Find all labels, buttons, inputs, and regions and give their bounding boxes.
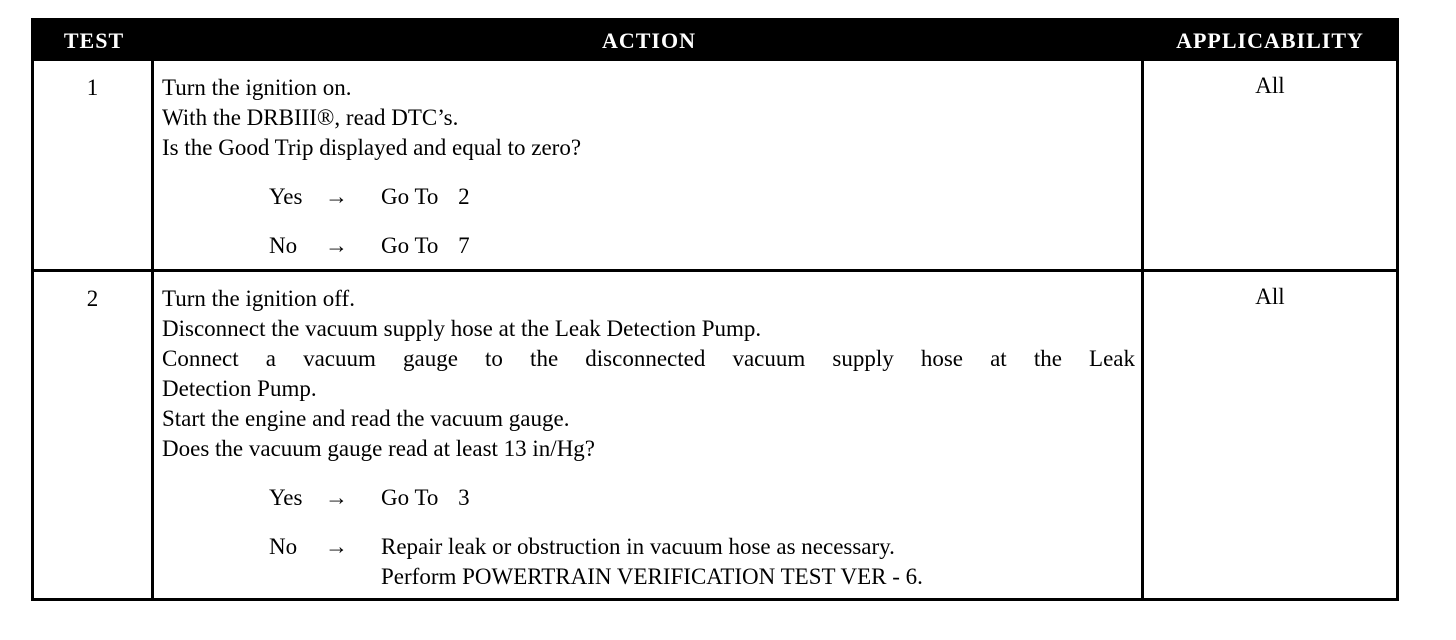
branch-answer: Yes xyxy=(269,485,303,510)
branch-result xyxy=(381,483,470,513)
result-line: Repair leak or obstruction in vacuum hose as necessary. xyxy=(381,534,895,559)
branch-yes xyxy=(269,483,1135,513)
test-number: 2 xyxy=(34,272,154,598)
arrow-icon: → xyxy=(325,233,348,258)
action-line: Connect a vacuum gauge to the disconnected vacuum supply hose at the Leak xyxy=(162,346,1135,371)
table-header xyxy=(34,21,1396,61)
branch-answer: No xyxy=(269,233,298,258)
branch-result xyxy=(381,182,470,212)
goto-label: Go To xyxy=(381,184,439,209)
goto-target: 2 xyxy=(458,184,470,209)
table-row xyxy=(34,61,1396,269)
header-action: ACTION xyxy=(601,28,696,53)
branch-no xyxy=(269,231,1135,261)
result-line: Perform POWERTRAIN VERIFICATION TEST VER - 6. xyxy=(381,564,923,589)
action-cell xyxy=(154,272,1144,598)
arrow-icon: → xyxy=(325,485,348,510)
branch-yes xyxy=(269,182,1135,212)
goto-target: 3 xyxy=(458,485,470,510)
action-line: Is the Good Trip displayed and equal to zero? xyxy=(162,135,582,160)
action-line: Turn the ignition on. xyxy=(162,75,352,100)
action-line: Does the vacuum gauge read at least 13 in/Hg? xyxy=(162,436,596,461)
action-line: With the DRBIII®, read DTC’s. xyxy=(162,105,459,130)
branch-no xyxy=(269,532,1135,592)
arrow-icon: → xyxy=(325,184,348,209)
branch-result xyxy=(381,532,923,592)
header-test: TEST xyxy=(63,28,125,53)
branch-result xyxy=(381,231,470,261)
action-line: Start the engine and read the vacuum gauge. xyxy=(162,406,570,431)
table-row xyxy=(34,269,1396,598)
goto-label: Go To xyxy=(381,233,439,258)
action-line: Turn the ignition off. xyxy=(162,286,355,311)
action-cell xyxy=(154,61,1144,269)
test-number: 1 xyxy=(34,61,154,269)
goto-label: Go To xyxy=(381,485,439,510)
branch-answer: No xyxy=(269,534,298,559)
goto-target: 7 xyxy=(458,233,470,258)
branch-answer: Yes xyxy=(269,184,303,209)
arrow-icon: → xyxy=(325,534,348,559)
applicability-value: All xyxy=(1255,73,1285,98)
applicability-value: All xyxy=(1255,284,1285,309)
header-applicability: APPLICABILITY xyxy=(1176,28,1364,53)
diagnostic-test-table xyxy=(31,18,1399,601)
action-line: Detection Pump. xyxy=(162,376,317,401)
action-line: Disconnect the vacuum supply hose at the Leak Detection Pump. xyxy=(162,316,762,341)
